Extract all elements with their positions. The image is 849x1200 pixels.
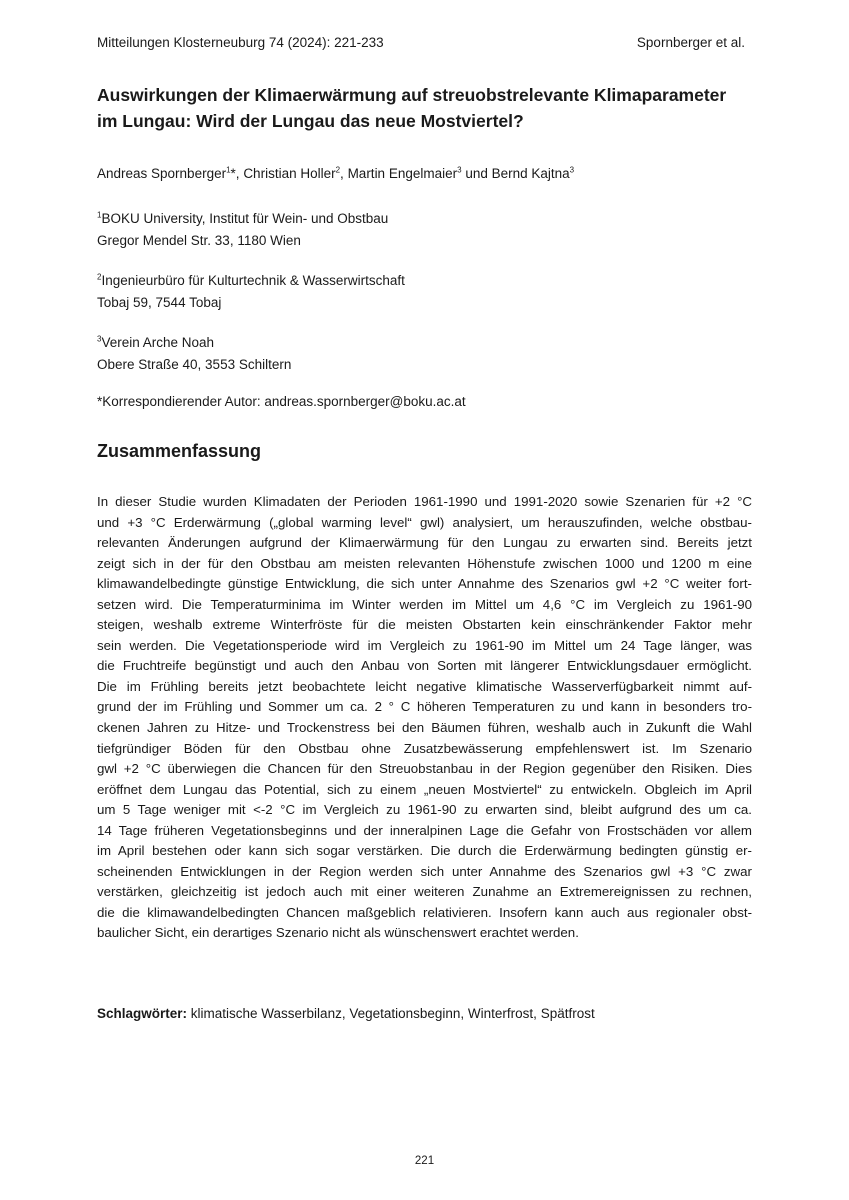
- abstract-line: die die klimawandelbedingten Chancen maßgeblich relativieren. Insofern kann auch aus regionaler obst-: [97, 904, 752, 920]
- affiliation: [97, 208, 388, 252]
- abstract-line: 14 Tage früheren Vegetationsbeginns und der inneralpinen Lage die Gefahr von Frostschäden vor allem: [97, 822, 752, 838]
- affiliation-marker: 3: [97, 334, 102, 344]
- affiliation: [97, 332, 291, 376]
- author-affiliation-marker: 3: [569, 165, 575, 175]
- abstract-line: im April bestehen oder kann sich sogar verstärken. Die durch die Erderwärmung bedingten günstig er-: [97, 843, 752, 859]
- author-name: Christian Holler: [243, 166, 336, 181]
- author-name: Martin Engelmaier: [347, 166, 458, 181]
- affiliation-marker: 1: [97, 210, 102, 220]
- affiliation-marker: 2: [97, 272, 102, 282]
- abstract-line: relevanten Änderungen aufgrund der Klimaerwärmung für den Lungau zu erwarten sind. Bereits jetzt: [97, 535, 752, 551]
- abstract-line: baulicher Sicht, ein derartiges Szenario nicht als wünschenswert erachtet werden.: [97, 925, 579, 941]
- running-authors: Spornberger et al.: [636, 35, 745, 50]
- abstract-line: scheinenden Entwicklungen in der Region werden sich unter Annahme des Szenarios gwl +3 °C zwar: [97, 863, 752, 879]
- keywords: [97, 1006, 595, 1021]
- author-separator: *,: [230, 166, 244, 181]
- abstract-line: die Fruchtreife begünstigt und auch den Anbau von Sorten mit längerer Entwicklungsdauer ermöglicht.: [97, 658, 752, 674]
- abstract-line: gwl +2 °C überwiegen die Chancen für den Streuobstanbau in der Region gegenüber den Risiken. Dies: [97, 761, 752, 777]
- paper-title: [97, 82, 757, 134]
- abstract-line: sein werden. Die Vegetationsperiode wird im Vergleich zu 1961-90 im Mittel um 24 Tage länger, was: [97, 637, 752, 653]
- abstract-body: [97, 492, 752, 944]
- keywords-text: klimatische Wasserbilanz, Vegetationsbeginn, Winterfrost, Spätfrost: [187, 1006, 595, 1021]
- abstract-line: setzen wird. Die Temperaturminima im Winter werden im Mittel um 4,6 °C im Vergleich zu 1961-90: [97, 596, 752, 612]
- abstract-line: grund der im Frühling und Sommer um ca. 2 ° C höheren Temperaturen zu und kann in besonders tro-: [97, 699, 752, 715]
- keywords-label: Schlagwörter:: [97, 1006, 188, 1021]
- author-affiliation-marker: 2: [335, 165, 341, 175]
- affiliation-address: Gregor Mendel Str. 33, 1180 Wien: [97, 233, 301, 248]
- abstract-line: und +3 °C Erderwärmung („global warming level“ gwl) analysiert, um herauszufinden, welche obstbau-: [97, 514, 752, 530]
- title-line: Auswirkungen der Klimaerwärmung auf streuobstrelevante Klimaparameter: [97, 85, 727, 105]
- page-number: 221: [414, 1155, 435, 1167]
- corresponding-author: *Korrespondierender Autor: andreas.spornberger@boku.ac.at: [97, 394, 466, 409]
- abstract-line: steigen, weshalb extreme Winterfröste für die meisten Obstarten kein einschränkender Faktor mehr: [97, 617, 752, 633]
- affiliation: [97, 270, 405, 314]
- title-line: im Lungau: Wird der Lungau das neue Mostviertel?: [97, 111, 524, 131]
- author-affiliation-marker: 3: [457, 165, 462, 175]
- author-list: [97, 166, 574, 181]
- author-affiliation-marker: 1: [226, 165, 231, 175]
- abstract-line: um 5 Tage weniger mit <-2 °C im Vergleich zu 1961-90 zu erwarten sind, bleibt aufgrund des um ca.: [97, 802, 752, 818]
- author-separator: ,: [340, 166, 348, 181]
- abstract-line: Die im Frühling bereits jetzt beobachtete leicht negative klimatische Wasserverfügbarkeit nimmt auf-: [97, 678, 752, 694]
- author-separator: und: [461, 166, 492, 181]
- author-name: Bernd Kajtna: [491, 166, 570, 181]
- abstract-line: eröffnet dem Lungau das Potential, sich zu einem „neuen Mostviertel“ zu entwickeln. Obgleich im April: [97, 781, 752, 797]
- journal-citation: Mitteilungen Klosterneuburg 74 (2024): 221-233: [97, 35, 384, 50]
- abstract-line: zeigt sich in der für den Obstbau am meisten relevanten Höhenstufe zwischen 1000 und 1200 m eine: [97, 555, 752, 571]
- section-heading: Zusammenfassung: [97, 441, 262, 461]
- author-name: Andreas Spornberger: [97, 166, 227, 181]
- abstract-line: klimawandelbedingte günstige Entwicklung, die sich unter Annahme des Szenarios gwl +2 °C weiter fort-: [97, 576, 752, 592]
- abstract-line: tiefgründiger Böden für den Obstbau ohne Zusatzbewässerung empfehlenswert ist. Im Szenario: [97, 740, 752, 756]
- affiliation-institution: Verein Arche Noah: [101, 335, 215, 350]
- affiliation-address: Tobaj 59, 7544 Tobaj: [97, 295, 222, 310]
- abstract-line: In dieser Studie wurden Klimadaten der Perioden 1961-1990 und 1991-2020 sowie Szenarien für +2 °C: [97, 494, 752, 509]
- abstract-line: verstärken, gleichzeitig ist jedoch auch mit einer weiteren Zunahme an Extremereignissen zu rechnen,: [97, 884, 752, 900]
- abstract-line: ckenen Jahren zu Hitze- und Trockenstress bei den Bäumen führen, weshalb auch in Zukunft die Wahl: [97, 720, 752, 736]
- affiliation-address: Obere Straße 40, 3553 Schiltern: [97, 357, 292, 372]
- affiliation-institution: BOKU University, Institut für Wein- und Obstbau: [101, 211, 389, 226]
- affiliation-institution: Ingenieurbüro für Kulturtechnik & Wasserwirtschaft: [101, 273, 405, 288]
